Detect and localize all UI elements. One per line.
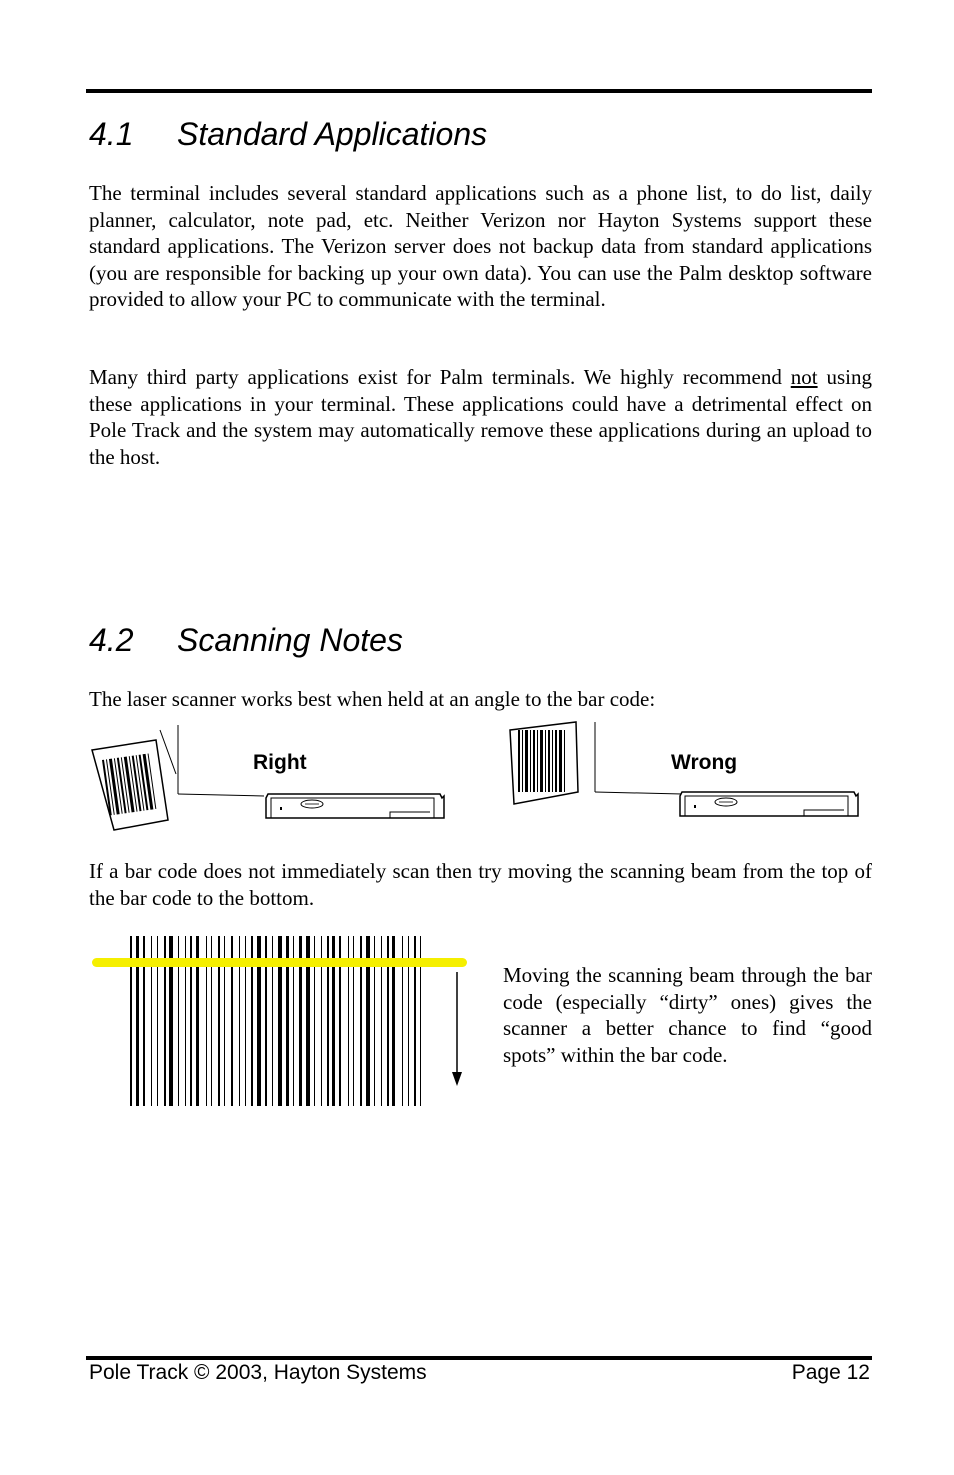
scan-direction-arrow-head	[452, 1072, 462, 1086]
scanner-beam-line	[160, 730, 176, 774]
wrong-label: Wrong	[671, 751, 738, 774]
section-title: Scanning Notes	[177, 622, 403, 658]
section-number: 4.1	[89, 116, 134, 152]
top-rule	[86, 89, 872, 93]
scanner-device	[680, 792, 858, 816]
section-heading-4-1	[89, 116, 487, 153]
footer-left: Pole Track © 2003, Hayton Systems	[89, 1361, 427, 1384]
scanner-device	[266, 794, 444, 818]
straight-barcode-card	[510, 722, 578, 804]
figure-caption: Moving the scanning beam through the bar code (especially “dirty” ones) gives the scanner a better chance to find “good spots” within the bar code.	[503, 963, 872, 1067]
paragraph-move-beam: If a bar code does not immediately scan then try moving the scanning beam from the top of the bar code to the bottom.	[89, 859, 872, 910]
scanner-beam-line	[178, 794, 264, 796]
right-label: Right	[253, 751, 307, 774]
right-angle-illustration	[88, 722, 448, 832]
section-heading-4-2	[89, 622, 403, 659]
paragraph-third-party-start: Many third party applications exist for Palm terminals. We highly recommend	[89, 365, 782, 389]
scanner-beam-line	[595, 792, 682, 794]
section-title: Standard Applications	[177, 116, 488, 152]
wrong-angle-illustration	[508, 720, 868, 830]
barcode-scan-illustration	[92, 934, 472, 1114]
footer-page-number: Page 12	[791, 1361, 870, 1384]
bottom-rule	[86, 1356, 872, 1360]
underlined-not: not	[790, 365, 818, 389]
section-number: 4.2	[89, 622, 134, 658]
paragraph-third-party-rest: using these applications in your terminal. These applications could have a detrimental effect on Pole Track and the system may automatically remove these applications during an upload to the host.	[89, 365, 872, 469]
scanning-beam	[92, 958, 467, 967]
paragraph-standard-apps: The terminal includes several standard applications such as a phone list, to do list, daily planner, calculator, note pad, etc. Neither Verizon nor Hayton Systems support these standard applications. The Verizon server does not backup data from standard applications (you are responsible for backing up your own data). You can use the Palm desktop software provided to allow your PC to communicate with the terminal.	[89, 181, 872, 312]
paragraph-scanner-intro: The laser scanner works best when held at an angle to the bar code:	[89, 687, 656, 711]
paragraph-third-party	[89, 364, 872, 470]
